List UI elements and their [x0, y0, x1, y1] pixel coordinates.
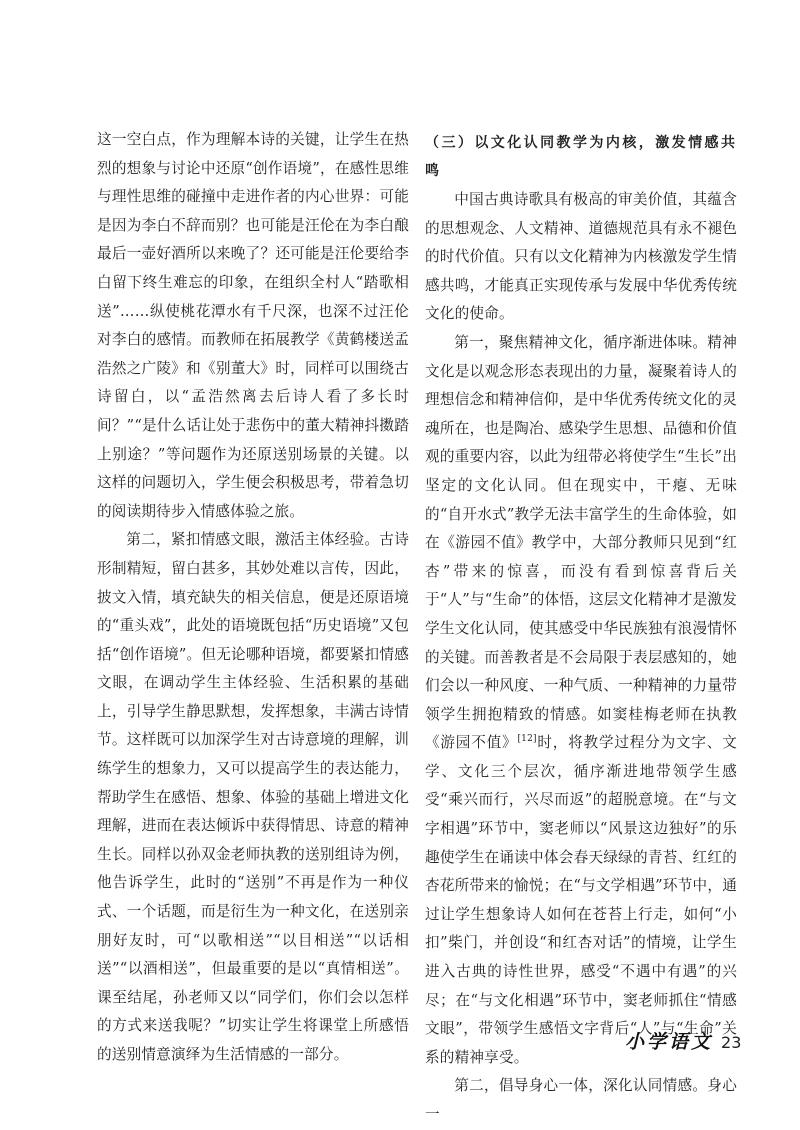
section-heading: （三）以文化认同教学为内核，激发情感共鸣 — [425, 135, 737, 179]
paragraph-text: 第一，聚焦精神文化，循序渐进体味。精神文化是以观念形态表现出的力量，凝聚着诗人的理想信念和精神信仰，是中华优秀传统文化的灵魂所在，也是陶冶、感染学生思想、品德和价值观的重要内容，以此为纽带必将使学生“生长”出坚定的文化认同。但在现实中，干瘪、无味的“自开水式”教学无法丰富学生的生命体验，如在《游园不值》教学中，大部分教师只见到“红杏”带来的惊喜，而没有看到惊喜背后关于“人”与“生命”的体悟，这层文化精神才是激发学生文化认同，使其感受中华民族独有浪漫情怀的关键。而善教者是不会局限于表层感知的，她们会以一种风度、一种气质、一种精神的力量带领学生拥抱精致的情感。如窦桂梅老师在执教《游园不值》 — [425, 333, 737, 752]
paragraph-text: 时，将教学过程分为文字、文学、文化三个层次，循序渐进地带领学生感受“乘兴而行，兴尽而返”的超脱意境。在“与文字相遇”环节中，窦老师以“风景这边独好”的乐趣使学生在诵读中体会春天绿绿的青苔、红红的杏花所带来的愉悦；在“与文学相遇”环节中，通过让学生想象诗人如何在苍苔上行走，如何“小扣”柴门，并创设“和红杏对话”的情境，让学生进入古典的诗性世界，感受“不遇中有遇”的兴尽；在“与文化相遇”环节中，窦老师抓住“情感文眼”，带领学生感悟文字背后“人”与“生命”关系的精神享受。 — [425, 734, 737, 1066]
page-footer — [625, 1027, 741, 1054]
left-column — [97, 126, 409, 1070]
body-paragraph: 中国古典诗歌具有极高的审美价值，其蕴含的思想观念、人文精神、道德规范具有永不褪色的时代价值。只有以文化精神为内核激发学生情感共鸣，才能真正实现传承与发展中华优秀传统文化的使命。 — [425, 191, 737, 323]
right-column — [425, 126, 737, 1130]
body-paragraph: 这一空白点，作为理解本诗的关键，让学生在热烈的想象与讨论中还原“创作语境”，在感性思维与理性思维的碰撞中走进作者的内心世界：可能是因为李白不辞而别？也可能是汪伦在为李白酿最后一壶好酒所以来晚了？还可能是汪伦要给李白留下终生难忘的印象，在组织全村人“踏歌相送”……纵使桃花潭水有千尺深，也深不过汪伦对李白的感情。而教师在拓展教学《黄鹤楼送孟浩然之广陵》和《别董大》时，同样可以围绕古诗留白，以“孟浩然离去后诗人看了多长时间？”“是什么话让处于悲伤中的董大精神抖擞踏上别途？”等问题作为还原送别场景的关键。以这样的问题切入，学生便会积极思考，带着急切的阅读期待步入情感体验之旅。 — [97, 131, 409, 520]
citation-reference[interactable]: [12] — [517, 734, 537, 745]
body-paragraph — [425, 329, 737, 1072]
journal-name: 小学语文 — [625, 1031, 714, 1053]
body-paragraph: 第二，紧扣情感文眼，激活主体经验。古诗形制精短，留白甚多，其妙处难以言传，因此，披文入情，填充缺失的相关信息，便是还原语境的“重头戏”，此处的语境既包括“历史语境”又包括“创作语境”。但无论哪种语境，都要紧扣情感文眼，在调动学生主体经验、生活积累的基础上，引导学生静思默想，发挥想象，丰满古诗情节。这样既可以加深学生对古诗意境的理解，训练学生的想象力，又可以提高学生的表达能力，帮助学生在感悟、想象、体验的基础上增进文化理解，进而在表达倾诉中获得情思、诗意的精神生长。同样以孙双金老师执教的送别组诗为例，他告诉学生，此时的“送别”不再是作为一种仪式、一个话题，而是衍生为一种文化，在送别亲朋好友时，可“以歌相送”“以目相送”“以话相送”“以酒相送”，但最重要的是以“真情相送”。课至结尾，孙老师又以“同学们，你们会以怎样的方式来送我呢？”切实让学生将课堂上所感悟的送别情意演绎为生活情感的一部分。 — [97, 531, 409, 1063]
body-paragraph: 第二，倡导身心一体，深化认同情感。身心一 — [425, 1077, 737, 1123]
page-number: 23 — [721, 1033, 742, 1052]
